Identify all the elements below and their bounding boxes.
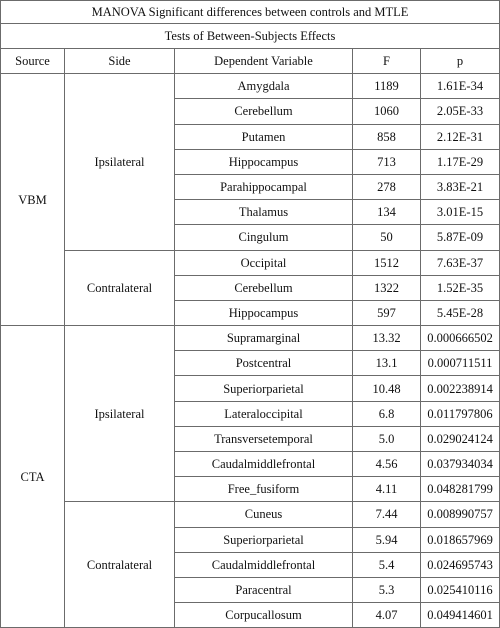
p-value-cell: 0.029024124 bbox=[421, 426, 500, 451]
p-value-cell: 1.61E-34 bbox=[421, 74, 500, 99]
side-cell: Contralateral bbox=[65, 250, 175, 326]
variable-cell: Putamen bbox=[175, 124, 353, 149]
variable-cell: Cerebellum bbox=[175, 275, 353, 300]
p-value-cell: 7.63E-37 bbox=[421, 250, 500, 275]
p-value-cell: 0.025410116 bbox=[421, 577, 500, 602]
source-cell: VBM bbox=[1, 74, 65, 326]
side-cell: Contralateral bbox=[65, 502, 175, 628]
variable-cell: Cuneus bbox=[175, 502, 353, 527]
variable-cell: Caudalmiddlefrontal bbox=[175, 452, 353, 477]
p-value-cell: 0.048281799 bbox=[421, 477, 500, 502]
variable-cell: Cingulum bbox=[175, 225, 353, 250]
title-row bbox=[1, 1, 500, 24]
p-value-cell: 5.87E-09 bbox=[421, 225, 500, 250]
p-value-cell: 0.002238914 bbox=[421, 376, 500, 401]
variable-cell: Amygdala bbox=[175, 74, 353, 99]
variable-cell: Free_fusiform bbox=[175, 477, 353, 502]
f-value-cell: 1512 bbox=[353, 250, 421, 275]
variable-cell: Corpucallosum bbox=[175, 603, 353, 628]
p-value-cell: 1.17E-29 bbox=[421, 149, 500, 174]
header-row bbox=[1, 49, 500, 74]
f-value-cell: 1060 bbox=[353, 99, 421, 124]
header-p: p bbox=[421, 49, 500, 74]
variable-cell: Superiorparietal bbox=[175, 527, 353, 552]
table-row bbox=[1, 502, 500, 527]
side-cell: Ipsilateral bbox=[65, 326, 175, 502]
f-value-cell: 5.3 bbox=[353, 577, 421, 602]
header-dependent-variable: Dependent Variable bbox=[175, 49, 353, 74]
variable-cell: Supramarginal bbox=[175, 326, 353, 351]
f-value-cell: 4.11 bbox=[353, 477, 421, 502]
f-value-cell: 713 bbox=[353, 149, 421, 174]
p-value-cell: 0.011797806 bbox=[421, 401, 500, 426]
table-title: MANOVA Significant differences between controls and MTLE bbox=[1, 1, 500, 24]
variable-cell: Parahippocampal bbox=[175, 174, 353, 199]
f-value-cell: 50 bbox=[353, 225, 421, 250]
f-value-cell: 134 bbox=[353, 200, 421, 225]
table-row bbox=[1, 74, 500, 99]
f-value-cell: 6.8 bbox=[353, 401, 421, 426]
p-value-cell: 2.12E-31 bbox=[421, 124, 500, 149]
side-cell: Ipsilateral bbox=[65, 74, 175, 250]
p-value-cell: 0.008990757 bbox=[421, 502, 500, 527]
variable-cell: Transversetemporal bbox=[175, 426, 353, 451]
variable-cell: Caudalmiddlefrontal bbox=[175, 552, 353, 577]
variable-cell: Superiorparietal bbox=[175, 376, 353, 401]
f-value-cell: 5.0 bbox=[353, 426, 421, 451]
p-value-cell: 0.018657969 bbox=[421, 527, 500, 552]
subtitle-row bbox=[1, 24, 500, 49]
f-value-cell: 7.44 bbox=[353, 502, 421, 527]
f-value-cell: 4.56 bbox=[353, 452, 421, 477]
variable-cell: Occipital bbox=[175, 250, 353, 275]
f-value-cell: 1322 bbox=[353, 275, 421, 300]
f-value-cell: 5.94 bbox=[353, 527, 421, 552]
variable-cell: Thalamus bbox=[175, 200, 353, 225]
p-value-cell: 0.049414601 bbox=[421, 603, 500, 628]
f-value-cell: 858 bbox=[353, 124, 421, 149]
p-value-cell: 0.037934034 bbox=[421, 452, 500, 477]
f-value-cell: 13.32 bbox=[353, 326, 421, 351]
header-side: Side bbox=[65, 49, 175, 74]
variable-cell: Paracentral bbox=[175, 577, 353, 602]
p-value-cell: 0.000711511 bbox=[421, 351, 500, 376]
variable-cell: Cerebellum bbox=[175, 99, 353, 124]
header-f: F bbox=[353, 49, 421, 74]
variable-cell: Postcentral bbox=[175, 351, 353, 376]
variable-cell: Hippocampus bbox=[175, 149, 353, 174]
p-value-cell: 0.000666502 bbox=[421, 326, 500, 351]
variable-cell: Hippocampus bbox=[175, 300, 353, 325]
table-body bbox=[1, 1, 500, 628]
f-value-cell: 4.07 bbox=[353, 603, 421, 628]
p-value-cell: 3.01E-15 bbox=[421, 200, 500, 225]
p-value-cell: 2.05E-33 bbox=[421, 99, 500, 124]
table-row bbox=[1, 326, 500, 351]
f-value-cell: 13.1 bbox=[353, 351, 421, 376]
variable-cell: Lateraloccipital bbox=[175, 401, 353, 426]
f-value-cell: 10.48 bbox=[353, 376, 421, 401]
f-value-cell: 278 bbox=[353, 174, 421, 199]
p-value-cell: 1.52E-35 bbox=[421, 275, 500, 300]
table-row bbox=[1, 250, 500, 275]
source-cell: CTA bbox=[1, 326, 65, 628]
p-value-cell: 3.83E-21 bbox=[421, 174, 500, 199]
p-value-cell: 0.024695743 bbox=[421, 552, 500, 577]
f-value-cell: 1189 bbox=[353, 74, 421, 99]
header-source: Source bbox=[1, 49, 65, 74]
f-value-cell: 5.4 bbox=[353, 552, 421, 577]
f-value-cell: 597 bbox=[353, 300, 421, 325]
table-subtitle: Tests of Between-Subjects Effects bbox=[1, 24, 500, 49]
p-value-cell: 5.45E-28 bbox=[421, 300, 500, 325]
